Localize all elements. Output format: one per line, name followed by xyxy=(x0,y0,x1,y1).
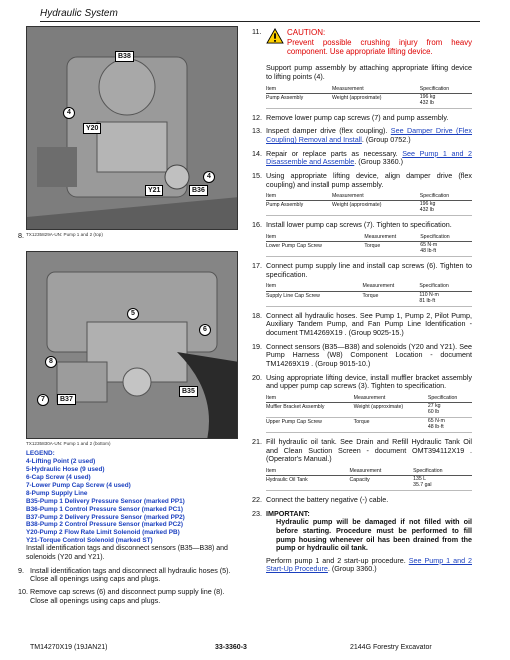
col-header: Item xyxy=(266,467,350,476)
table-cell xyxy=(419,291,472,306)
spec-value: 48 lb·ft xyxy=(420,248,437,255)
col-header: Item xyxy=(266,282,363,291)
pump-bottom-illustration xyxy=(27,252,238,439)
table-cell xyxy=(428,417,472,432)
page-title: Hydraulic System xyxy=(40,8,118,19)
step-number: 14. xyxy=(252,148,262,158)
footer-doc-id: TM14270X19 (19JAN21) xyxy=(30,644,108,651)
table-cell: Torque xyxy=(363,291,420,306)
step-number: 21. xyxy=(252,436,262,446)
table-cell: Muffler Bracket Assembly xyxy=(266,403,354,418)
warning-triangle-icon xyxy=(266,28,284,44)
legend-item: Y20-Pump 2 Flow Rate Limit Solenoid (marked PB) xyxy=(26,529,180,537)
spec-value: 27 kg xyxy=(427,403,441,410)
callout-7: 7 xyxy=(37,394,49,406)
step-text: Remove cap screws (6) and disconnect pump supply line (8). Close all openings using caps and plugs. xyxy=(30,586,225,605)
table-row xyxy=(266,93,472,108)
table-row xyxy=(266,242,472,257)
pump-bottom-photo xyxy=(26,251,238,439)
left-column xyxy=(18,26,240,605)
step-10 xyxy=(18,588,240,605)
step-number: 17. xyxy=(252,261,262,271)
col-header: Measurement xyxy=(332,85,420,94)
col-header: Measurement xyxy=(350,467,414,476)
step-number: 16. xyxy=(252,220,262,230)
legend-item: B37-Pump 2 Delivery Pressure Sensor (marked PP2) xyxy=(26,513,185,521)
step-number: 10. xyxy=(18,586,28,596)
step-text: Install lower pump cap screws (7). Tighten to specification. xyxy=(266,220,452,230)
table-row xyxy=(266,417,472,432)
legend xyxy=(26,450,240,563)
col-header: Item xyxy=(266,85,332,94)
table-cell xyxy=(420,201,472,216)
callout-y20: Y20 xyxy=(83,123,101,134)
step-15 xyxy=(252,172,472,216)
callout-b35: B35 xyxy=(179,386,198,397)
col-header: Specification xyxy=(413,467,472,476)
step-13 xyxy=(252,127,472,144)
col-header: Specification xyxy=(420,85,472,94)
spec-table xyxy=(266,394,472,433)
table-cell: Supply Line Cap Screw xyxy=(266,291,363,306)
spec-table xyxy=(266,85,472,109)
step-number: 9. xyxy=(18,565,24,575)
spec-value: 196 kg xyxy=(419,93,436,100)
figure2-caption: TX1235830A-UN: Pump 1 and 2 (bottom) xyxy=(26,441,111,446)
step-text: Inspect damper drive (flex coupling). xyxy=(266,126,388,136)
spec-table xyxy=(266,192,472,216)
callout-6: 6 xyxy=(199,324,211,336)
col-header: Measurement xyxy=(364,233,420,242)
pump-top-photo xyxy=(26,26,238,230)
table-row xyxy=(266,201,472,216)
step-number: 19. xyxy=(252,341,262,351)
table-cell: Torque xyxy=(364,242,420,257)
table-cell xyxy=(420,93,472,108)
step-number: 22. xyxy=(252,494,262,504)
callout-b38: B38 xyxy=(115,51,134,62)
callout-b36: B36 xyxy=(189,185,208,196)
step-14 xyxy=(252,150,472,167)
spec-value: 65 N·m xyxy=(420,242,438,249)
step-suffix: . (Group 0752.) xyxy=(361,135,411,145)
step-text: Install identification tags and disconnect all hydraulic hoses (5). Close all openings using caps and plugs. xyxy=(30,565,231,584)
step-text: Perform pump 1 and 2 start-up procedure. xyxy=(266,555,406,565)
step-number: 20. xyxy=(252,372,262,382)
spec-table xyxy=(266,467,472,491)
spec-value: 196 kg xyxy=(419,201,436,208)
legend-item: 4-Lifting Point (2 used) xyxy=(26,457,96,465)
page-header xyxy=(40,6,480,22)
table-cell: Lower Pump Cap Screw xyxy=(266,242,364,257)
step-suffix: . (Group 3360.) xyxy=(327,564,377,574)
legend-after-text: Install identification tags and disconnect sensors (B35—B38) and solenoids (Y20 and Y21). xyxy=(26,545,228,561)
step-22 xyxy=(252,496,472,505)
table-cell: Pump Assembly xyxy=(266,93,332,108)
step-18 xyxy=(252,312,472,338)
step-text: Repair or replace parts as necessary. xyxy=(266,148,398,158)
spec-value: 60 lb xyxy=(427,408,440,415)
pump-disassemble-link[interactable]: See Pump 1 and 2 Disassemble and Assemble xyxy=(266,148,473,167)
step-text: Connect the battery negative (-) cable. xyxy=(266,494,389,504)
step-17 xyxy=(252,262,472,306)
footer-page-number: 33-3360-3 xyxy=(215,644,247,651)
table-cell: Weight (approximate) xyxy=(332,201,420,216)
table-cell: Weight (approximate) xyxy=(332,93,420,108)
table-row xyxy=(266,476,472,491)
right-column xyxy=(252,26,472,574)
spec-value: 135 L xyxy=(413,476,427,483)
callout-y21: Y21 xyxy=(145,185,163,196)
legend-item: B38-Pump 2 Control Pressure Sensor (marked PC2) xyxy=(26,521,183,529)
spec-value: 81 lb·ft xyxy=(419,297,436,304)
step-text: Support pump assembly by attaching appropriate lifting device to lifting points (4). xyxy=(266,63,472,81)
table-cell: Pump Assembly xyxy=(266,201,332,216)
step-number: 23. xyxy=(252,508,262,518)
step-text: Connect pump supply line and install cap screws (6). Tighten to specification. xyxy=(266,261,472,279)
table-cell xyxy=(413,476,472,491)
step-text: Using appropriate lifting device, align damper drive (flex coupling) and install pump assembly. xyxy=(266,170,472,189)
figure1-caption: TX1235829A-UN: Pump 1 and 2 (top) xyxy=(26,232,103,237)
table-cell xyxy=(420,242,472,257)
step-number: 11. xyxy=(252,27,262,36)
step-number: 18. xyxy=(252,310,262,320)
col-header: Item xyxy=(266,192,332,201)
step-number: 13. xyxy=(252,126,262,136)
spec-table xyxy=(266,233,472,257)
step-text: Remove lower pump cap screws (7) and pump assembly. xyxy=(266,112,449,122)
step-20 xyxy=(252,374,472,433)
important-text: Hydraulic pump will be damaged if not filled with oil before starting. Procedure must be performed to fill pump housing whenever oil has been drained from the pump or hydraulic oil tank. xyxy=(276,517,472,553)
table-cell: Hydraulic Oil Tank xyxy=(266,476,350,491)
spec-value: 110 N·m xyxy=(419,291,439,298)
legend-item: B36-Pump 1 Control Pressure Sensor (marked PC1) xyxy=(26,505,183,513)
step-text: Connect all hydraulic hoses. See Pump 1, Pump 2, Pilot Pump, Auxiliary Tandem Pump, and Fan Pump Line Identification - document TM14269X19 . (Group 9025-15.) xyxy=(266,310,472,337)
table-row xyxy=(266,291,472,306)
step-number: 15. xyxy=(252,170,262,180)
spec-value: 432 lb xyxy=(419,99,434,106)
legend-item: B35-Pump 1 Delivery Pressure Sensor (marked PP1) xyxy=(26,497,185,505)
col-header: Specification xyxy=(428,394,472,403)
legend-item: 5-Hydraulic Hose (9 used) xyxy=(26,465,105,473)
callout-4-top-right: 4 xyxy=(203,171,215,183)
col-header: Specification xyxy=(420,233,472,242)
figure-step-number: 8. xyxy=(18,231,24,240)
legend-title: LEGEND: xyxy=(26,450,55,457)
col-header: Specification xyxy=(419,282,472,291)
important-label: IMPORTANT: xyxy=(266,508,310,518)
step-23 xyxy=(252,510,472,574)
col-header: Item xyxy=(266,233,364,242)
spec-value: 35.7 gal xyxy=(413,482,432,489)
col-header: Item xyxy=(266,394,354,403)
spec-value: 48 lb·ft xyxy=(427,423,444,430)
caution-block xyxy=(266,28,472,56)
step-text: Connect sensors (B35—B38) and solenoids (Y20 and Y21). See Pump Harness (W8) Component Location - document TM14269X19 . (Group 9015-10.) xyxy=(266,341,472,368)
step-19 xyxy=(252,343,472,369)
damper-drive-link[interactable]: See Damper Drive (Flex Coupling) Removal and Install xyxy=(266,126,473,145)
footer-model: 2144G Forestry Excavator xyxy=(350,644,432,651)
callout-8: 8 xyxy=(45,356,57,368)
step-text: Using appropriate lifting device, install muffler bracket assembly and upper pump cap screws (3). Tighten to specification. xyxy=(266,372,472,391)
spec-table xyxy=(266,282,472,306)
legend-item: 7-Lower Pump Cap Screw (4 used) xyxy=(26,481,131,489)
caution-text: Prevent possible crushing injury from heavy component. Use appropriate lifting device. xyxy=(287,37,472,56)
table-cell: Torque xyxy=(354,417,428,432)
step-12 xyxy=(252,114,472,123)
col-header: Measurement xyxy=(354,394,428,403)
startup-procedure-link[interactable]: See Pump 1 and 2 Start-Up Procedure xyxy=(266,555,472,574)
legend-item: Y21-Torque Control Solenoid (marked ST) xyxy=(26,537,153,545)
callout-b37: B37 xyxy=(57,394,76,405)
col-header: Specification xyxy=(420,192,472,201)
table-row xyxy=(266,403,472,418)
col-header: Measurement xyxy=(363,282,420,291)
step-11 xyxy=(252,28,472,109)
col-header: Measurement xyxy=(332,192,420,201)
step-16 xyxy=(252,221,472,257)
step-21 xyxy=(252,438,472,491)
step-9 xyxy=(18,567,240,584)
step-text: Fill hydraulic oil tank. See Drain and Refill Hydraulic Tank Oil and Clean Suction Screen - document OMT394112X19 . (Operator's Manual.) xyxy=(266,436,472,464)
callout-5: 5 xyxy=(127,308,139,320)
step-number: 12. xyxy=(252,112,262,122)
table-cell xyxy=(428,403,472,418)
callout-4-top-left: 4 xyxy=(63,107,75,119)
step-suffix: . (Group 3360.) xyxy=(354,157,404,167)
legend-item: 6-Cap Screw (4 used) xyxy=(26,473,91,481)
spec-value: 65 N·m xyxy=(427,417,445,424)
table-cell: Upper Pump Cap Screw xyxy=(266,417,354,432)
spec-value: 432 lb xyxy=(419,207,434,214)
table-cell: Weight (approximate) xyxy=(354,403,428,418)
legend-item: 8-Pump Supply Line xyxy=(26,489,88,497)
caution-title: CAUTION: xyxy=(287,28,326,37)
table-cell: Capacity xyxy=(350,476,414,491)
